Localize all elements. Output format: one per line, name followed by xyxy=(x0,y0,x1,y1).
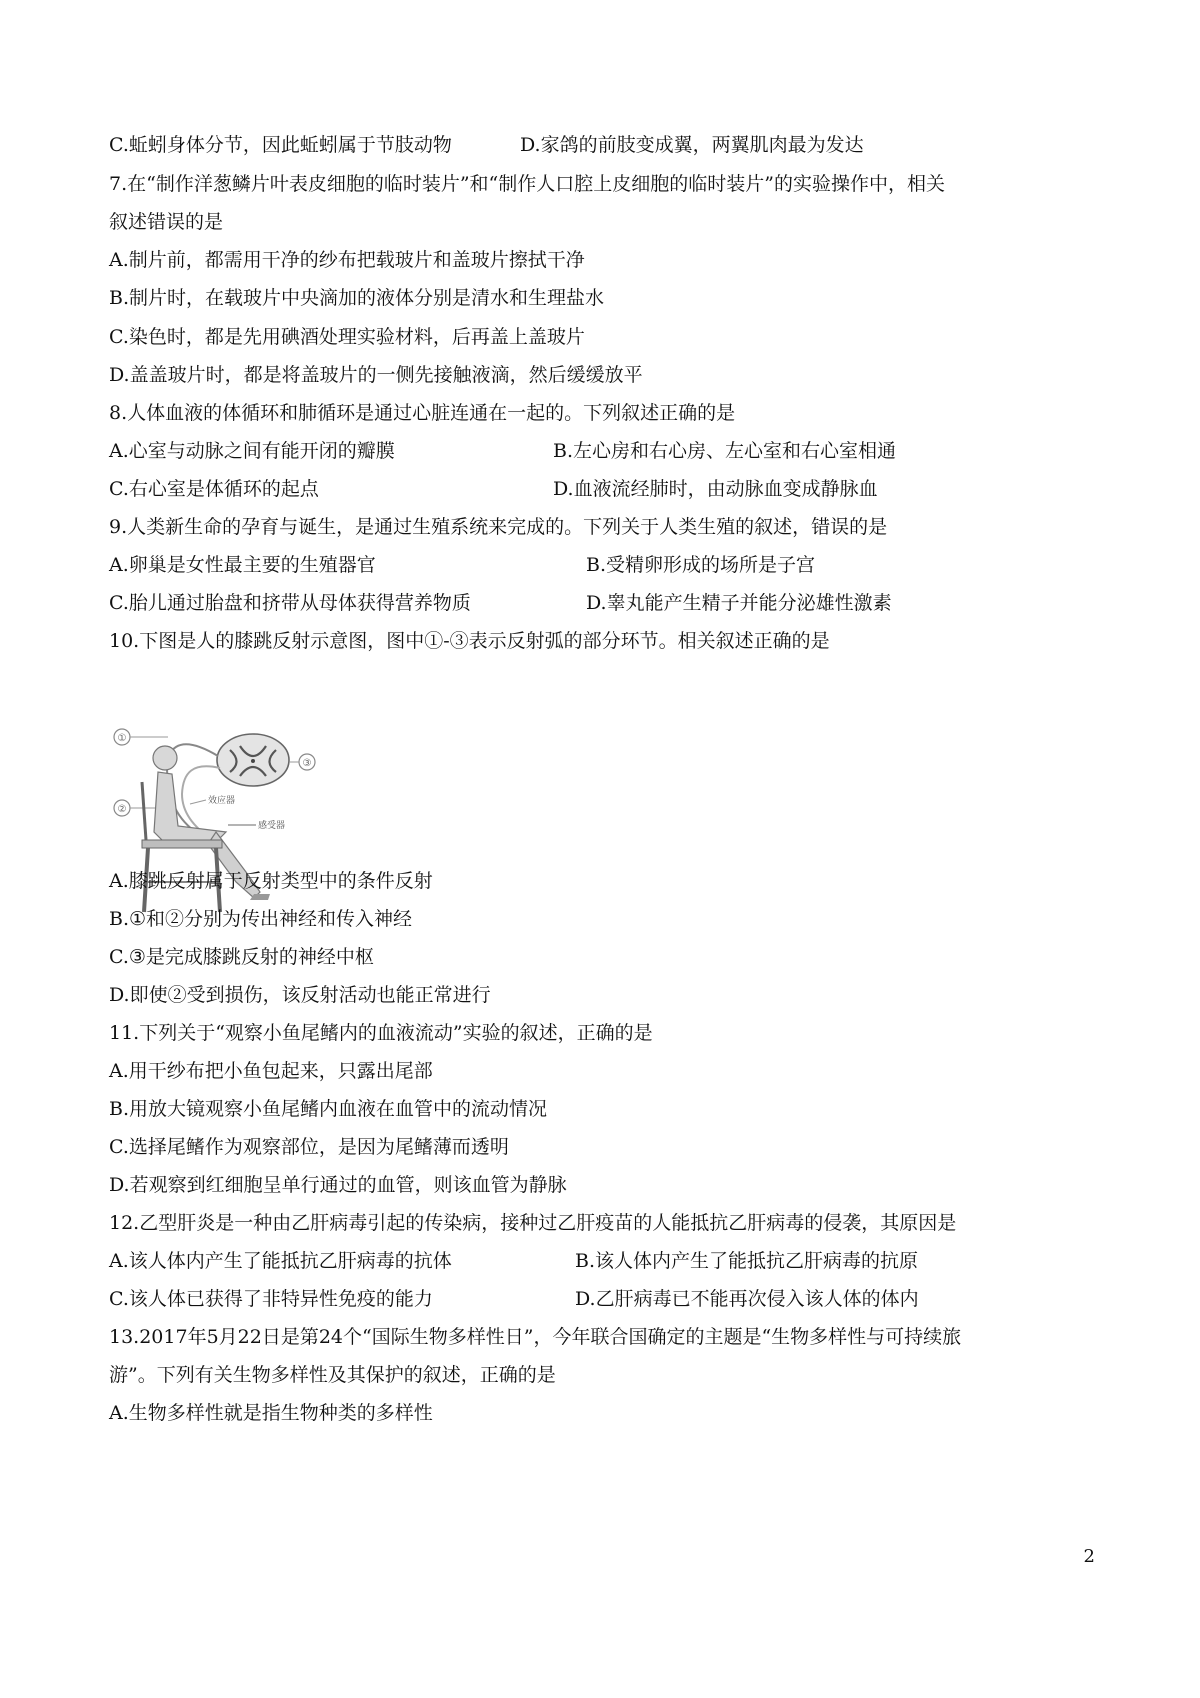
q10-stem: 10.下图是人的膝跳反射示意图，图中①-③表示反射弧的部分环节。相关叙述正确的是 xyxy=(109,630,830,652)
q11-option-c: C.选择尾鳍作为观察部位，是因为尾鳍薄而透明 xyxy=(109,1136,509,1158)
q11-stem: 11.下列关于“观察小鱼尾鳍内的血液流动”实验的叙述，正确的是 xyxy=(109,1022,653,1044)
q6-option-d: D.家鸽的前肢变成翼，两翼肌肉最为发达 xyxy=(520,134,864,156)
q13-stem-line2: 游”。下列有关生物多样性及其保护的叙述，正确的是 xyxy=(109,1364,556,1386)
q7-stem-line2: 叙述错误的是 xyxy=(109,211,224,233)
q13-stem-line1: 13.2017年5月22日是第24个“国际生物多样性日”，今年联合国确定的主题是“生物多样性与可持续旅 xyxy=(109,1326,962,1348)
q7-option-d: D.盖盖玻片时，都是将盖玻片的一侧先接触液滴，然后缓缓放平 xyxy=(109,364,643,386)
q7-option-a: A.制片前，都需用干净的纱布把载玻片和盖玻片擦拭干净 xyxy=(109,249,585,271)
q6-option-c: C.蚯蚓身体分节，因此蚯蚓属于节肢动物 xyxy=(109,134,452,156)
q7-stem-line1: 7.在“制作洋葱鳞片叶表皮细胞的临时装片”和“制作人口腔上皮细胞的临时装片”的实验操作中，相关 xyxy=(109,173,945,195)
q12-stem: 12.乙型肝炎是一种由乙肝病毒引起的传染病，接种过乙肝疫苗的人能抵抗乙肝病毒的侵袭，其原因是 xyxy=(109,1212,957,1234)
q11-option-a: A.用干纱布把小鱼包起来，只露出尾部 xyxy=(109,1060,433,1082)
q13-option-a: A.生物多样性就是指生物种类的多样性 xyxy=(109,1402,433,1424)
q9-option-b: B.受精卵形成的场所是子宫 xyxy=(586,554,816,576)
q12-option-a: A.该人体内产生了能抵抗乙肝病毒的抗体 xyxy=(109,1250,452,1272)
figure-label-2: ② xyxy=(117,804,127,815)
q7-option-b: B.制片时，在载玻片中央滴加的液体分别是清水和生理盐水 xyxy=(109,287,605,309)
q8-stem: 8.人体血液的体循环和肺循环是通过心脏连通在一起的。下列叙述正确的是 xyxy=(109,402,736,424)
q9-stem: 9.人类新生命的孕育与诞生，是通过生殖系统来完成的。下列关于人类生殖的叙述，错误的是 xyxy=(109,516,888,538)
q8-option-a: A.心室与动脉之间有能开闭的瓣膜 xyxy=(109,440,395,462)
q10-option-b: B.①和②分别为传出神经和传入神经 xyxy=(109,908,413,930)
figure-receptor-label: 感受器 xyxy=(258,821,286,831)
q7-option-c: C.染色时，都是先用碘酒处理实验材料，后再盖上盖玻片 xyxy=(109,326,585,348)
page-number: 2 xyxy=(1083,1546,1095,1567)
figure-effector-label: 效应器 xyxy=(208,796,236,806)
q10-option-a: A.膝跳反射属于反射类型中的条件反射 xyxy=(109,870,433,892)
q10-option-c: C.③是完成膝跳反射的神经中枢 xyxy=(109,946,374,968)
q9-option-c: C.胎儿通过胎盘和挤带从母体获得营养物质 xyxy=(109,592,471,614)
q8-option-b: B.左心房和右心房、左心室和右心室相通 xyxy=(553,440,897,462)
q10-option-d: D.即使②受到损伤，该反射活动也能正常进行 xyxy=(109,984,491,1006)
figure-label-3: ③ xyxy=(302,758,312,769)
q8-option-d: D.血液流经肺时，由动脉血变成静脉血 xyxy=(553,478,878,500)
q11-option-b: B.用放大镜观察小鱼尾鳍内血液在血管中的流动情况 xyxy=(109,1098,548,1120)
q11-option-d: D.若观察到红细胞呈单行通过的血管，则该血管为静脉 xyxy=(109,1174,567,1196)
q9-option-a: A.卵巢是女性最主要的生殖器官 xyxy=(109,554,376,576)
q9-option-d: D.睾丸能产生精子并能分泌雄性激素 xyxy=(586,592,892,614)
q12-option-c: C.该人体已获得了非特异性免疫的能力 xyxy=(109,1288,433,1310)
q12-option-b: B.该人体内产生了能抵抗乙肝病毒的抗原 xyxy=(575,1250,919,1272)
q8-option-c: C.右心室是体循环的起点 xyxy=(109,478,319,500)
figure-label-1: ① xyxy=(117,733,127,744)
q12-option-d: D.乙肝病毒已不能再次侵入该人体的体内 xyxy=(575,1288,919,1310)
